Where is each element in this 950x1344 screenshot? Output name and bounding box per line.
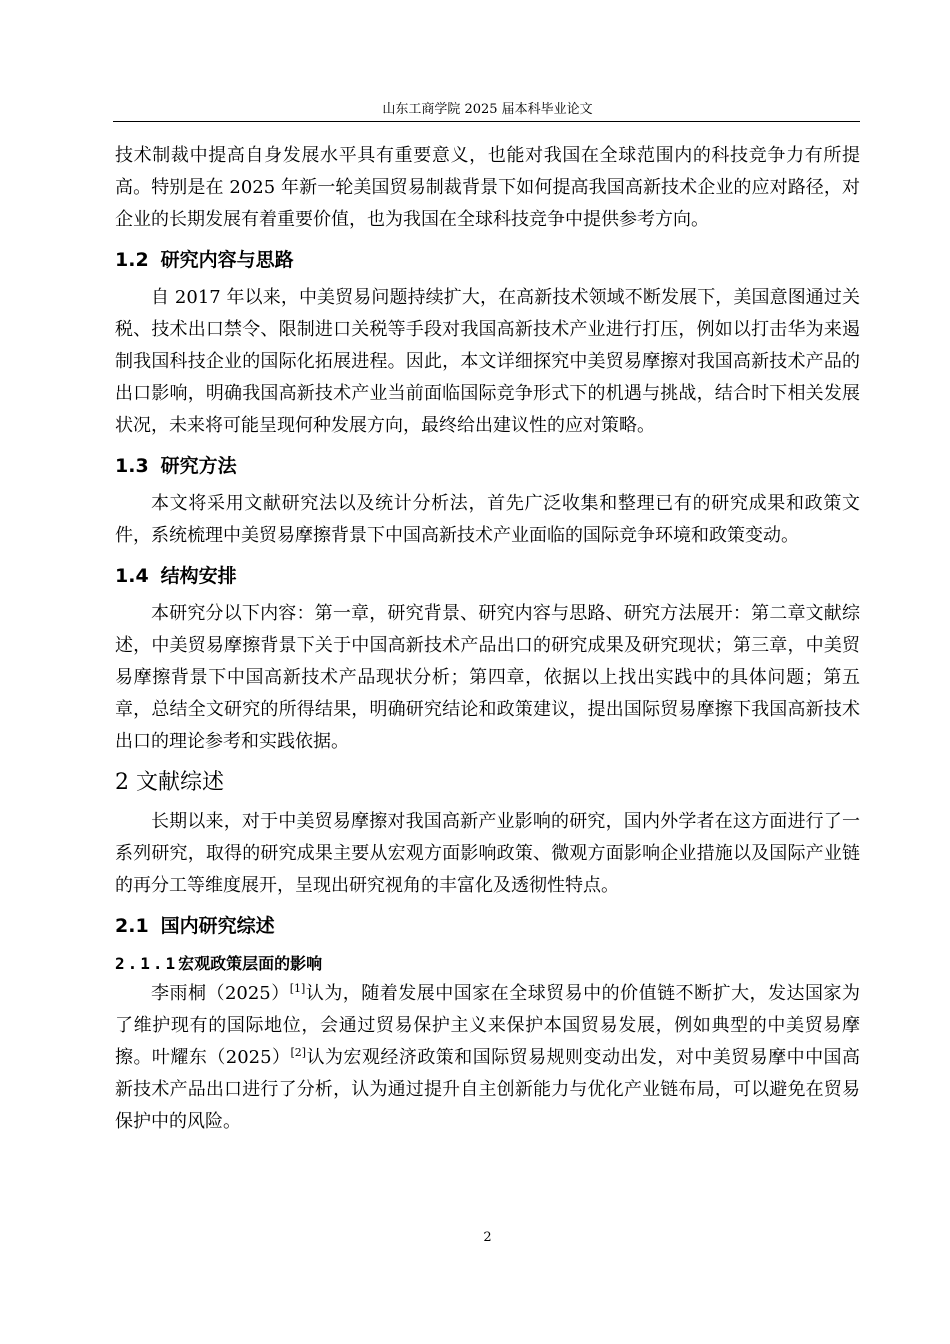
section-title: 结构安排 (160, 565, 237, 587)
citation-1[interactable]: [1] (289, 982, 306, 995)
subsection-number: 2.1.1 (115, 954, 179, 973)
page-number: 2 (483, 1230, 492, 1245)
section-number: 2.1 (115, 915, 149, 937)
section-heading-1-3 (115, 450, 860, 482)
subsection-2-1-1-paragraph (115, 978, 860, 1138)
section-number: 1.3 (115, 455, 149, 477)
header-rule (113, 121, 860, 122)
text-run: 认为，随着发展中国家在全球贸易中的价值链不断扩大，发达国家为了维护现有的国际地位，会通过贸易保护主义来保护本国贸易发展，例如典型的中美贸易摩擦。叶耀东（2025） (115, 983, 861, 1068)
section-number: 1.4 (115, 565, 149, 587)
text-run: 李雨桐（2025） (151, 983, 290, 1004)
section-number: 1.2 (115, 249, 149, 271)
section-heading-1-4 (115, 560, 860, 592)
chapter-2-paragraph: 长期以来，对于中美贸易摩擦对我国高新产业影响的研究，国内外学者在这方面进行了一系列研究，取得的研究成果主要从宏观方面影响政策、微观方面影响企业措施以及国际产业链的再分工等维度展开，呈现出研究视角的丰富化及透彻性特点。 (115, 811, 860, 896)
section-1-2-paragraph: 自 2017 年以来，中美贸易问题持续扩大，在高新技术领域不断发展下，美国意图通过关税、技术出口禁令、限制进口关税等手段对我国高新技术产业进行打压，例如以打击华为来遏制我国科技企业的国际化拓展进程。因此，本文详细探究中美贸易摩擦对我国高新技术产品的出口影响，明确我国高新技术产业当前面临国际竞争形式下的机遇与挑战，结合时下相关发展状况，未来将可能呈现何种发展方向，最终给出建议性的应对策略。 (115, 287, 860, 436)
running-header: 山东工商学院 2025 届本科毕业论文 (382, 102, 593, 117)
section-title: 国内研究综述 (160, 915, 275, 937)
intro-paragraph: 技术制裁中提高自身发展水平具有重要意义，也能对我国在全球范围内的科技竞争力有所提高。特别是在 2025 年新一轮美国贸易制裁背景下如何提高我国高新技术企业的应对路径，对企业的长期发展有着重要价值，也为我国在全球科技竞争中提供参考方向。 (115, 145, 860, 230)
chapter-heading-2: 2 文献综述 (115, 770, 224, 795)
section-1-4-paragraph: 本研究分以下内容：第一章，研究背景、研究内容与思路、研究方法展开：第二章文献综述，中美贸易摩擦背景下关于中国高新技术产品出口的研究成果及研究现状；第三章，中美贸易摩擦背景下中国高新技术产品现状分析；第四章，依据以上找出实践中的具体问题；第五章，总结全文研究的所得结果，明确研究结论和政策建议，提出国际贸易摩擦下我国高新技术出口的理论参考和实践依据。 (115, 603, 860, 752)
section-title: 研究内容与思路 (160, 249, 294, 271)
citation-2[interactable]: [2] (290, 1046, 307, 1059)
section-1-3-paragraph: 本文将采用文献研究法以及统计分析法，首先广泛收集和整理已有的研究成果和政策文件，系统梳理中美贸易摩擦背景下中国高新技术产业面临的国际竞争环境和政策变动。 (115, 493, 860, 546)
subsection-title: 宏观政策层面的影响 (178, 954, 323, 973)
text-run: 认为宏观经济政策和国际贸易规则变动出发，对中美贸易摩中中国高新技术产品出口进行了分析，认为通过提升自主创新能力与优化产业链布局，可以避免在贸易保护中的风险。 (115, 1047, 860, 1132)
section-heading-1-2 (115, 244, 860, 276)
section-heading-2-1 (115, 910, 860, 942)
section-title: 研究方法 (160, 455, 237, 477)
page-body (115, 140, 860, 1138)
subsection-heading-2-1-1 (115, 952, 860, 976)
